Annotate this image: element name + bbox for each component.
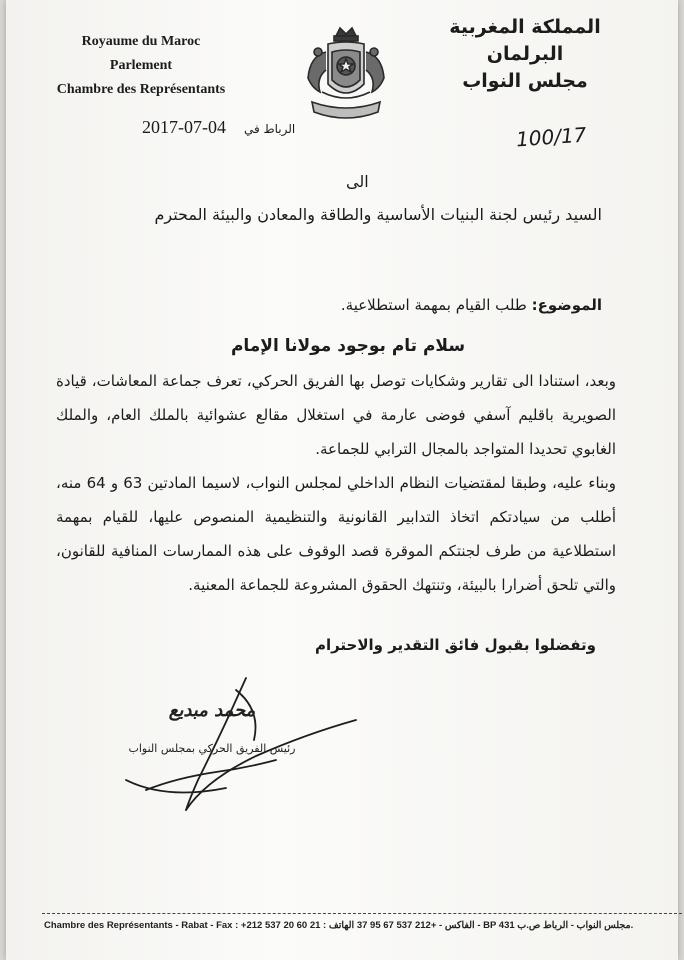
footer-divider — [42, 913, 682, 914]
greeting: سلام تام بوجود مولانا الإمام — [230, 336, 466, 356]
addressee-prefix: الى — [346, 172, 369, 191]
letterhead-ar-parliament: البرلمان — [486, 43, 564, 65]
moroccan-coat-of-arms-icon — [298, 22, 394, 134]
subject-line — [341, 296, 602, 314]
body-paragraph-2: وبناء عليه، وطبقا لمقتضيات النظام الداخلي لمجلس النواب، لاسيما المادتين 63 و 64 منه، أطلب من سيادتكم اتخاذ التدابير القانونية والتنظيمية المنصوص عليها، للقيام بمهمة استطلاعية من طرف لجنتكم الموقرة قصد الوقوف على هذه الممارسات المنافية للقانون، والتي تلحق أضرارا بالبيئة، وتنتهك الحقوق المشروعة للجماعة المعنية. — [56, 474, 617, 594]
subject-text: طلب القيام بمهمة استطلاعية. — [340, 296, 527, 314]
subject-label: الموضوع: — [531, 296, 602, 314]
french-letterhead — [46, 30, 236, 102]
body-paragraph-1: وبعد، استنادا الى تقارير وشكايات توصل بها الفريق الحركي، تعرف جماعة المعاشات، قيادة الصويرية باقليم آسفي فوضى عارمة في استغلال مقالع عشوائية بالملك العام، والملك الغابوي تحديدا المتواجد بالمجال الترابي للجماعة. — [56, 372, 616, 458]
signature-scribble — [86, 660, 376, 820]
letterhead-kingdom: Royaume du Maroc — [81, 34, 201, 49]
date-label: الرباط في — [244, 122, 296, 136]
recipient-line: السيد رئيس لجنة البنيات الأساسية والطاقة والمعادن والبيئة المحترم — [154, 205, 602, 224]
letterhead-ar-kingdom: المملكة المغربية — [449, 16, 601, 38]
letterhead-parliament: Parlement — [109, 58, 173, 73]
reference-number: 100/17 — [515, 122, 588, 152]
signatory-title: رئيس الفريق الحركي بمجلس النواب — [128, 742, 296, 755]
letter-date: 2017-07-04 — [142, 117, 226, 137]
letterhead-chamber: Chambre des Représentants — [56, 82, 226, 97]
closing-formula: وتفضلوا بقبول فائق التقدير والاحترام — [314, 636, 596, 654]
letter-page — [6, 0, 678, 960]
arabic-letterhead — [440, 14, 610, 95]
footer-contact: Chambre des Représentants - Rabat - Fax : +212 537 20 60 21 : الفاكس - +212 537 67 95 37 الهاتف - BP 431 مجلس النواب - الرباط ص.ب. — [44, 920, 634, 931]
signatory-name: محمد مبديع — [168, 700, 256, 721]
letterhead-ar-chamber: مجلس النواب — [462, 70, 588, 92]
